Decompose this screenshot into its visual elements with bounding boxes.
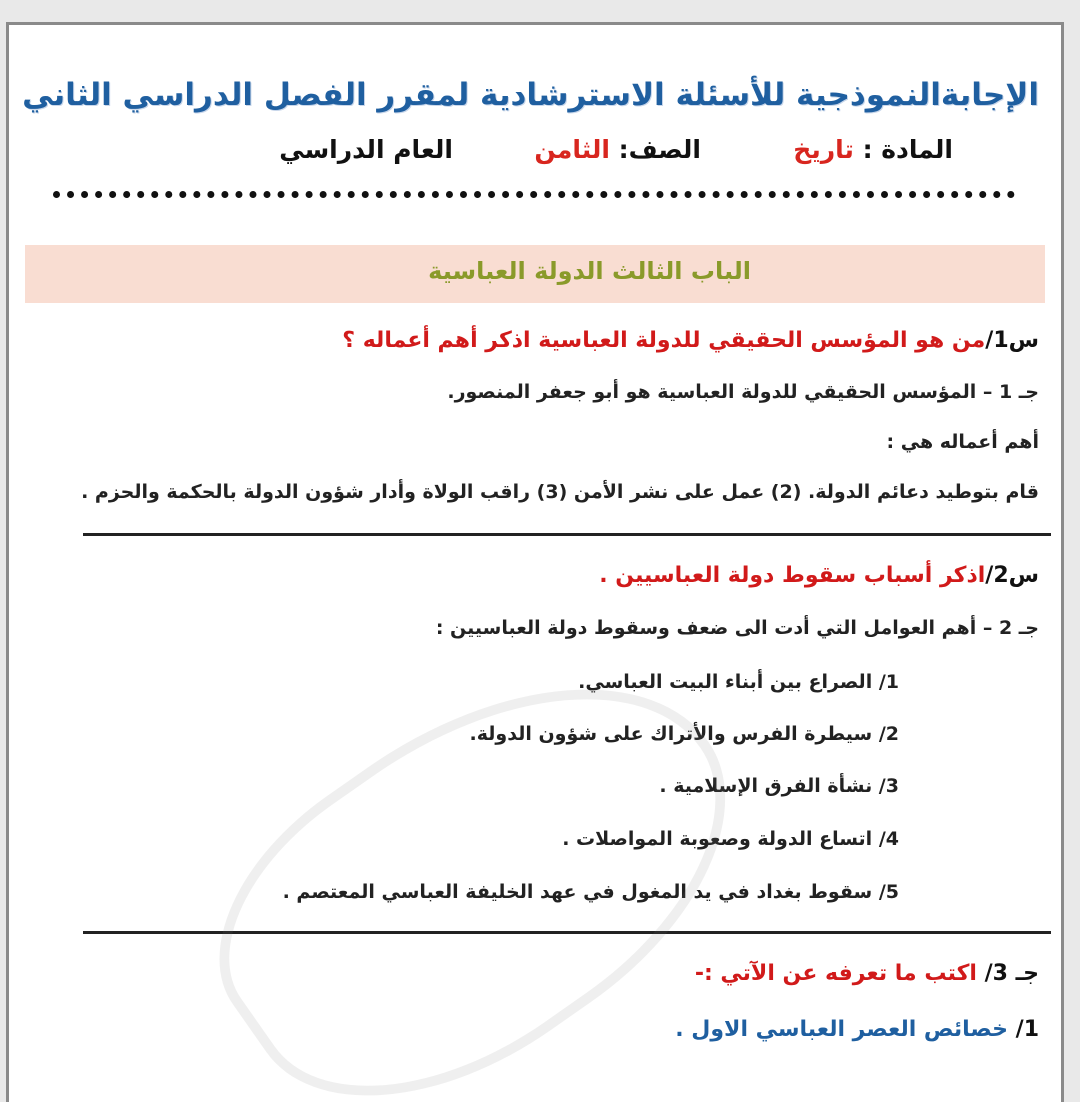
question-3-sub-1 [675, 1017, 1039, 1042]
document-page [6, 22, 1064, 1102]
divider-1 [83, 533, 1051, 536]
grade-label: الصف: [618, 135, 701, 164]
grade-line [534, 135, 701, 164]
answer-2-intro: جـ 2 – أهم العوامل التي أدت الى ضعف وسقوط دولة العباسيين : [435, 617, 1039, 639]
answer-2-item: 2/ سيطرة الفرس والأتراك على شؤون الدولة. [469, 723, 899, 745]
question-3-sub-1-label: 1/ [1015, 1017, 1039, 1042]
question-1-label: س1/ [985, 328, 1039, 353]
subject-line [793, 135, 953, 164]
academic-year-label: العام الدراسي [279, 135, 453, 164]
dotted-separator [53, 183, 1015, 198]
answer-2-item: 3/ نشأة الفرق الإسلامية . [659, 775, 899, 797]
answer-1-line-3: قام بتوطيد دعائم الدولة. (2) عمل على نشر الأمن (3) راقب الولاة وأدار شؤون الدولة بالحكمة والحزم . [81, 481, 1039, 503]
grade-value: الثامن [534, 135, 610, 164]
subject-label: المادة : [862, 135, 953, 164]
page-title: الإجابةالنموذجية للأسئلة الاسترشادية لمقرر الفصل الدراسي الثاني [22, 77, 1039, 113]
question-1 [342, 328, 1039, 353]
question-2-text: اذكر أسباب سقوط دولة العباسيين . [599, 563, 986, 588]
answer-2-item: 4/ اتساع الدولة وصعوبة المواصلات . [562, 828, 899, 850]
question-3-sub-1-text: خصائص العصر العباسي الاول . [675, 1017, 1008, 1042]
question-2 [599, 563, 1039, 588]
subject-value: تاريخ [793, 135, 854, 164]
question-3-label: جـ 3/ [984, 961, 1039, 986]
question-1-text: من هو المؤسس الحقيقي للدولة العباسية اذكر أهم أعماله ؟ [342, 328, 986, 353]
answer-1-line-2: أهم أعماله هي : [886, 431, 1039, 453]
answer-2-item: 1/ الصراع بين أبناء البيت العباسي. [578, 671, 899, 693]
question-3 [695, 961, 1039, 986]
chapter-title: الباب الثالث الدولة العباسية [428, 257, 751, 285]
question-3-text: اكتب ما تعرفه عن الآتي :- [694, 961, 977, 986]
answer-2-item: 5/ سقوط بغداد في يد المغول في عهد الخليفة العباسي المعتصم . [282, 881, 899, 903]
answer-1-line-1: جـ 1 – المؤسس الحقيقي للدولة العباسية هو أبو جعفر المنصور. [447, 381, 1039, 403]
question-2-label: س2/ [985, 563, 1039, 588]
